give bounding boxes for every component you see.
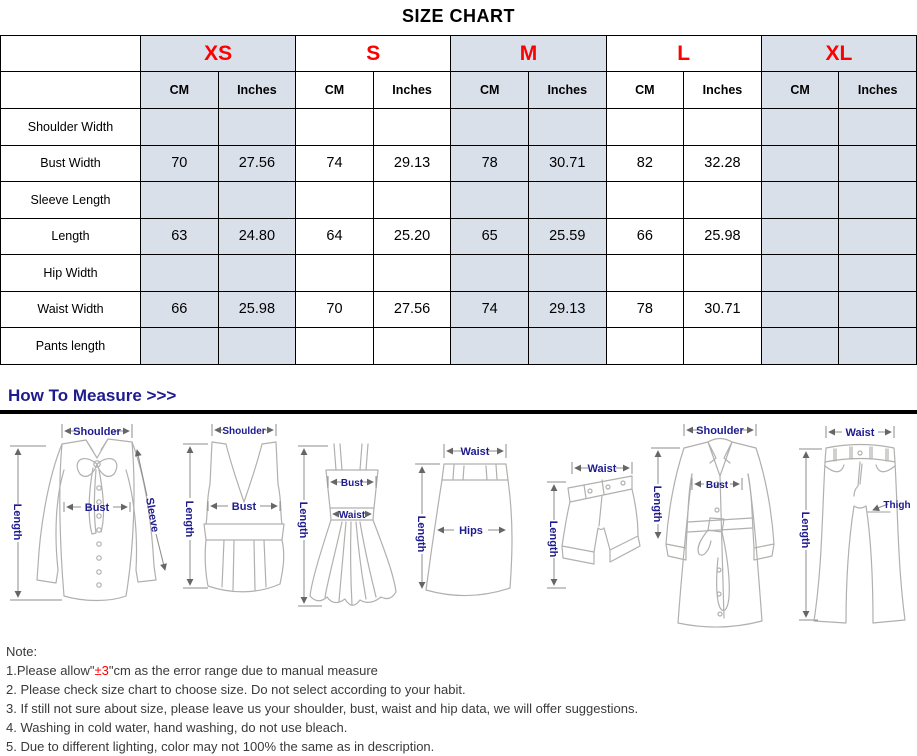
cell <box>141 328 219 365</box>
cell <box>528 182 606 219</box>
cell: 82 <box>606 145 684 182</box>
cell: 74 <box>296 145 374 182</box>
unit-header-cm: CM <box>141 72 219 109</box>
diagram-tank-top <box>176 418 294 638</box>
cell: 29.13 <box>373 145 451 182</box>
cell: 25.20 <box>373 218 451 255</box>
cell <box>684 255 762 292</box>
cell: 66 <box>606 218 684 255</box>
dim-label-thigh: Thigh <box>883 499 911 511</box>
notes-title: Note: <box>6 643 38 659</box>
cell <box>218 109 296 146</box>
diagram-dress <box>294 418 408 638</box>
row-label: Bust Width <box>1 145 141 182</box>
diagram-skirt <box>408 418 526 638</box>
cell <box>296 328 374 365</box>
table-row <box>1 291 917 328</box>
row-label: Pants length <box>1 328 141 365</box>
row-label: Waist Width <box>1 291 141 328</box>
cell <box>839 291 917 328</box>
cell <box>296 109 374 146</box>
cell <box>451 328 529 365</box>
diagram-shorts <box>526 418 644 638</box>
size-header-l: L <box>606 36 761 72</box>
cell <box>606 328 684 365</box>
dim-label-shoulder: Shoulder <box>73 425 121 438</box>
table-row <box>1 328 917 365</box>
cell <box>373 109 451 146</box>
divider-line <box>0 410 917 414</box>
cell <box>528 328 606 365</box>
cell: 64 <box>296 218 374 255</box>
page-title: SIZE CHART <box>402 6 515 26</box>
note-item-5: 5. Due to different lighting, color may not 100% the same as in description. <box>6 738 435 754</box>
cell: 78 <box>451 145 529 182</box>
cell: 27.56 <box>218 145 296 182</box>
dim-label-length: Length <box>11 503 23 540</box>
cell <box>218 182 296 219</box>
cell <box>761 145 839 182</box>
dim-label-length: Length <box>799 511 811 548</box>
row-label: Sleeve Length <box>1 182 141 219</box>
dim-label-shoulder: Shoulder <box>696 424 744 437</box>
dim-label-bust: Bust <box>340 477 364 489</box>
unit-header-cm: CM <box>296 72 374 109</box>
how-to-measure-heading: How To Measure >>> <box>8 385 177 405</box>
cell <box>839 255 917 292</box>
cell <box>451 109 529 146</box>
corner-cell-bottom <box>1 72 141 109</box>
dim-label-sleeve: Sleeve <box>143 496 161 533</box>
unit-header-row <box>1 72 917 109</box>
cell <box>218 328 296 365</box>
note-item-1: 1.Please allow"±3"cm as the error range due to manual measure <box>6 662 378 678</box>
size-header-xl: XL <box>761 36 916 72</box>
dim-label-bust: Bust <box>84 501 110 514</box>
cell: 70 <box>141 145 219 182</box>
cell: 32.28 <box>684 145 762 182</box>
cell <box>839 218 917 255</box>
cell <box>761 109 839 146</box>
table-row <box>1 255 917 292</box>
dim-label-length: Length <box>183 500 195 537</box>
cell <box>141 182 219 219</box>
row-label: Hip Width <box>1 255 141 292</box>
row-label: Shoulder Width <box>1 109 141 146</box>
unit-header-cm: CM <box>451 72 529 109</box>
cell: 24.80 <box>218 218 296 255</box>
dim-label-waist: Waist <box>460 445 490 458</box>
unit-header-cm: CM <box>606 72 684 109</box>
notes-section <box>0 642 917 756</box>
dim-label-length: Length <box>547 520 559 557</box>
note-highlight: ±3 <box>94 662 109 678</box>
cell <box>684 182 762 219</box>
cell <box>684 328 762 365</box>
cell <box>296 255 374 292</box>
unit-header-inches: Inches <box>218 72 296 109</box>
cell <box>141 109 219 146</box>
size-header-row <box>1 36 917 72</box>
cell: 27.56 <box>373 291 451 328</box>
size-table-body <box>1 109 917 365</box>
cell: 78 <box>606 291 684 328</box>
unit-header-inches: Inches <box>839 72 917 109</box>
size-table <box>0 35 917 365</box>
cell <box>839 109 917 146</box>
dim-label-bust: Bust <box>705 479 729 491</box>
cell <box>141 255 219 292</box>
size-header-m: M <box>451 36 606 72</box>
cell <box>761 291 839 328</box>
cell <box>373 328 451 365</box>
note-item-3: 3. If still not sure about size, please leave us your shoulder, bust, waist and hip data, we will offer suggestions. <box>6 700 639 716</box>
cell: 30.71 <box>528 145 606 182</box>
diagram-pants <box>794 418 911 638</box>
table-row <box>1 182 917 219</box>
cell <box>684 109 762 146</box>
cell <box>373 182 451 219</box>
cell: 30.71 <box>684 291 762 328</box>
dim-label-bust: Bust <box>231 500 257 513</box>
unit-header-cm: CM <box>761 72 839 109</box>
unit-header-inches: Inches <box>373 72 451 109</box>
cell <box>451 255 529 292</box>
dim-label-length: Length <box>651 485 663 522</box>
size-header-s: S <box>296 36 451 72</box>
cell <box>839 328 917 365</box>
cell <box>296 182 374 219</box>
cell <box>761 182 839 219</box>
unit-header-inches: Inches <box>684 72 762 109</box>
cell: 25.59 <box>528 218 606 255</box>
dim-label-shoulder: Shoulder <box>222 425 266 437</box>
dim-label-waist: Waist <box>845 426 875 439</box>
note-item-4: 4. Washing in cold water, hand washing, do not use bleach. <box>6 719 348 735</box>
cell <box>606 255 684 292</box>
cell: 25.98 <box>684 218 762 255</box>
cell <box>373 255 451 292</box>
cell <box>761 255 839 292</box>
cell: 63 <box>141 218 219 255</box>
cell <box>839 182 917 219</box>
cell <box>761 218 839 255</box>
cell <box>606 109 684 146</box>
note-item-2: 2. Please check size chart to choose size. Do not select according to your habit. <box>6 681 466 697</box>
cell <box>606 182 684 219</box>
size-header-xs: XS <box>141 36 296 72</box>
dim-label-hips: Hips <box>459 524 483 537</box>
cell: 29.13 <box>528 291 606 328</box>
unit-header-inches: Inches <box>528 72 606 109</box>
row-label: Length <box>1 218 141 255</box>
table-row <box>1 218 917 255</box>
cell <box>839 145 917 182</box>
cell <box>761 328 839 365</box>
dim-label-length: Length <box>297 501 309 538</box>
cell: 70 <box>296 291 374 328</box>
diagram-blouse <box>4 418 176 638</box>
dim-label-waist: Waist <box>338 509 366 521</box>
measure-diagrams <box>0 418 917 639</box>
cell <box>218 255 296 292</box>
dim-label-waist: Waist <box>587 462 617 475</box>
diagram-coat <box>644 418 794 638</box>
cell: 65 <box>451 218 529 255</box>
cell: 25.98 <box>218 291 296 328</box>
cell <box>528 255 606 292</box>
dim-label-length: Length <box>415 515 427 552</box>
cell: 74 <box>451 291 529 328</box>
cell: 66 <box>141 291 219 328</box>
table-row <box>1 109 917 146</box>
corner-cell-top <box>1 36 141 72</box>
table-row <box>1 145 917 182</box>
cell <box>451 182 529 219</box>
cell <box>528 109 606 146</box>
